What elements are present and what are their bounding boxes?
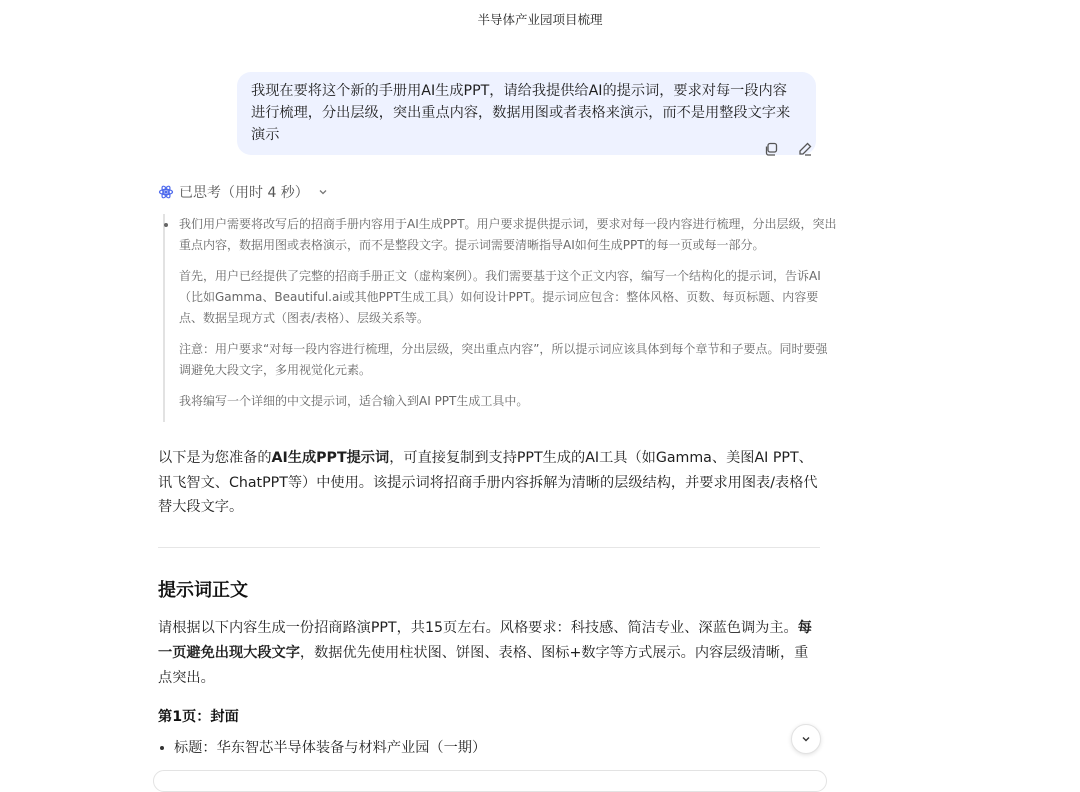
conversation-title: 半导体产业园项目梳理 — [477, 12, 603, 27]
thinking-label: 已思考（用时 4 秒） — [179, 185, 309, 201]
copy-icon[interactable] — [762, 140, 780, 158]
chevron-down-icon — [800, 733, 812, 745]
prompt-text: 请根据以下内容生成一份招商路演PPT，共15页左右。风格要求：科技感、简洁专业、深蓝色调为主。 — [158, 620, 798, 636]
divider — [158, 547, 820, 548]
intro-bold: AI生成PPT提示词 — [271, 450, 390, 466]
edit-icon[interactable] — [796, 140, 814, 158]
user-message-bubble: 我现在要将这个新的手册用AI生成PPT，请给我提供给AI的提示词，要求对每一段内容进行梳理，分出层级，突出重点内容，数据用图或者表格来演示，而不是用整段文字来演示 — [237, 72, 816, 155]
thinking-toggle[interactable] — [158, 182, 329, 202]
thinking-paragraph: 首先，用户已经提供了完整的招商手册正文（虚构案例）。我们需要基于这个正文内容，编写一个结构化的提示词，告诉AI（比如Gamma、Beautiful.ai或其他PPT生成工具）如何设计PPT。提示词应包含：整体风格、页数、每页标题、内容要点、数据呈现方式（图表/表格）、层级关系等。 — [179, 269, 821, 325]
intro-text: 以下是为您准备的 — [158, 450, 272, 466]
chevron-down-icon — [317, 186, 329, 198]
bullet-dot — [160, 746, 164, 750]
thinking-paragraph: 我将编写一个详细的中文提示词，适合输入到AI PPT生成工具中。 — [179, 394, 529, 408]
answer-intro — [158, 446, 820, 520]
intro-text-after: ，可直接复制到支持PPT生成的AI工具（如Gamma、美图AI PPT、讯飞智文、ChatPPT等）中使用。该提示词将招商手册内容拆解为清晰的层级结构，并要求用图表/表格代替大段文字。 — [158, 450, 818, 515]
prompt-text-after: ，数据优先使用柱状图、饼图、表格、图标+数字等方式展示。内容层级清晰，重点突出。 — [158, 645, 809, 686]
deep-think-icon — [158, 184, 174, 200]
scroll-to-bottom-button[interactable] — [791, 724, 821, 754]
message-actions — [762, 140, 814, 158]
thinking-paragraph: 我们用户需要将改写后的招商手册内容用于AI生成PPT。用户要求提供提示词，要求对每一段内容进行梳理，分出层级，突出重点内容，数据用图或表格演示，而不是整段文字。提示词需要清晰指导AI如何生成PPT的每一页或每一部分。 — [179, 217, 837, 252]
list-item — [160, 736, 486, 760]
section-heading: 提示词正文 — [158, 580, 248, 601]
prompt-bold: 每一页避免出现大段文字 — [158, 620, 812, 661]
thinking-content — [163, 214, 839, 422]
page1-heading: 第1页：封面 — [158, 709, 239, 725]
prompt-paragraph — [158, 616, 820, 691]
thinking-paragraph: 注意：用户要求“对每一段内容进行梳理，分出层级，突出重点内容”，所以提示词应该具体到每个章节和子要点。同时要强调避免大段文字，多用视觉化元素。 — [179, 342, 828, 377]
list-item-text: 标题：华东智芯半导体装备与材料产业园（一期） — [174, 740, 487, 756]
bullet-dot — [164, 223, 168, 227]
chat-input-box[interactable] — [153, 770, 827, 792]
